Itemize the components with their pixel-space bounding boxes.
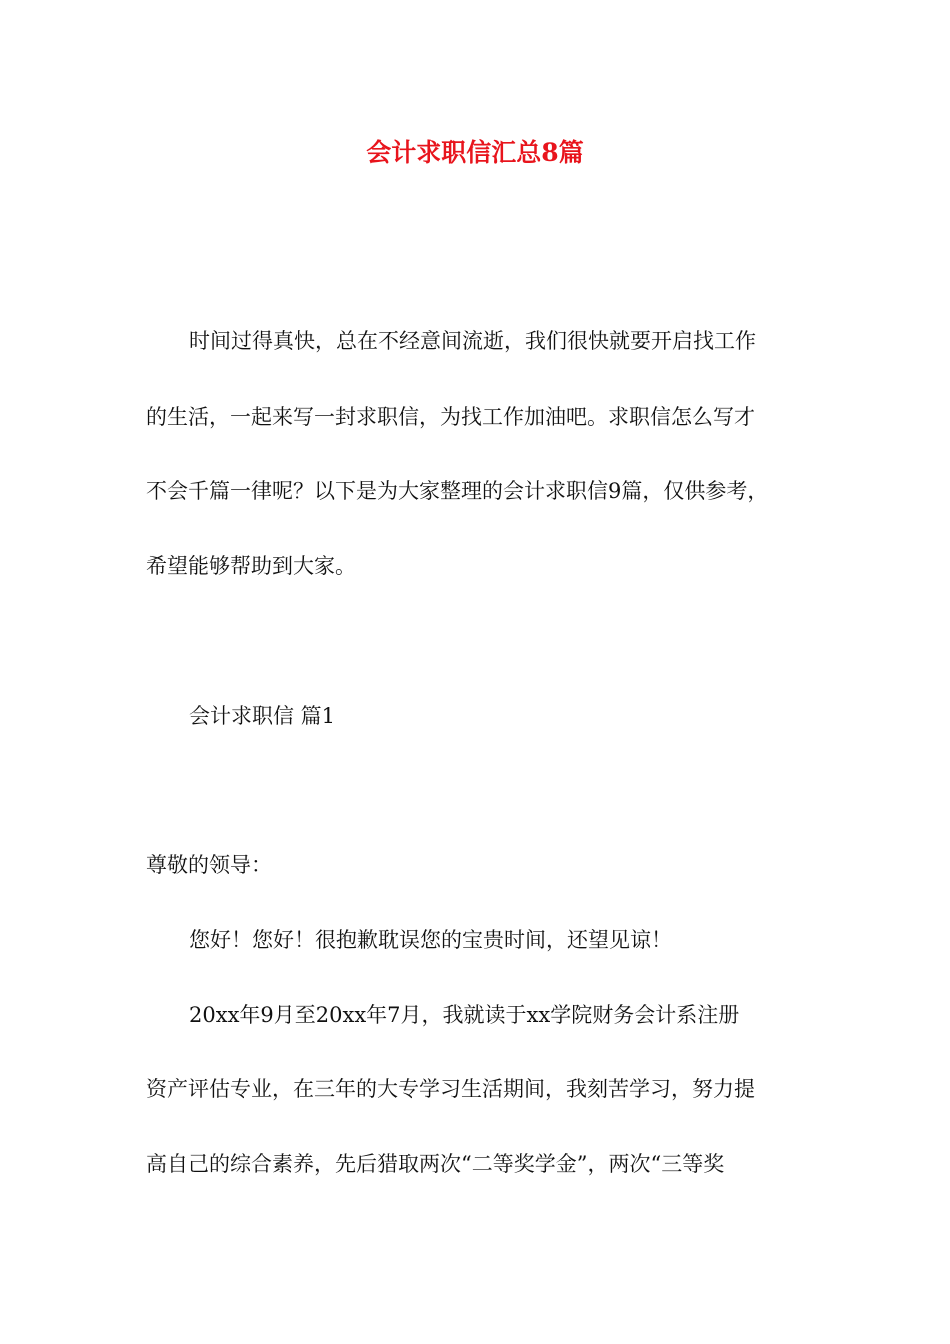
section-heading: 会计求职信 篇1 <box>189 704 336 728</box>
intro-line-1: 时间过得真快，总在不经意间流逝，我们很快就要开启找工作 <box>189 329 756 353</box>
body-line-1: 20xx年9月至20xx年7月，我就读于xx学院财务会计系注册 <box>189 1003 740 1027</box>
intro-line-2: 的生活，一起来写一封求职信，为找工作加油吧。求职信怎么写才 <box>146 405 755 429</box>
greeting: 您好！您好！很抱歉耽误您的宝贵时间，还望见谅！ <box>189 928 672 952</box>
intro-line-4: 希望能够帮助到大家。 <box>146 554 356 578</box>
body-line-3: 高自己的综合素养，先后猎取两次“二等奖学金”，两次“三等奖 <box>146 1152 725 1176</box>
intro-line-3: 不会千篇一律呢？以下是为大家整理的会计求职信9篇，仅供参考， <box>146 479 769 503</box>
document-title: 会计求职信汇总8篇 <box>366 138 584 167</box>
salutation: 尊敬的领导： <box>146 853 272 877</box>
body-line-2: 资产评估专业，在三年的大专学习生活期间，我刻苦学习，努力提 <box>146 1077 755 1101</box>
